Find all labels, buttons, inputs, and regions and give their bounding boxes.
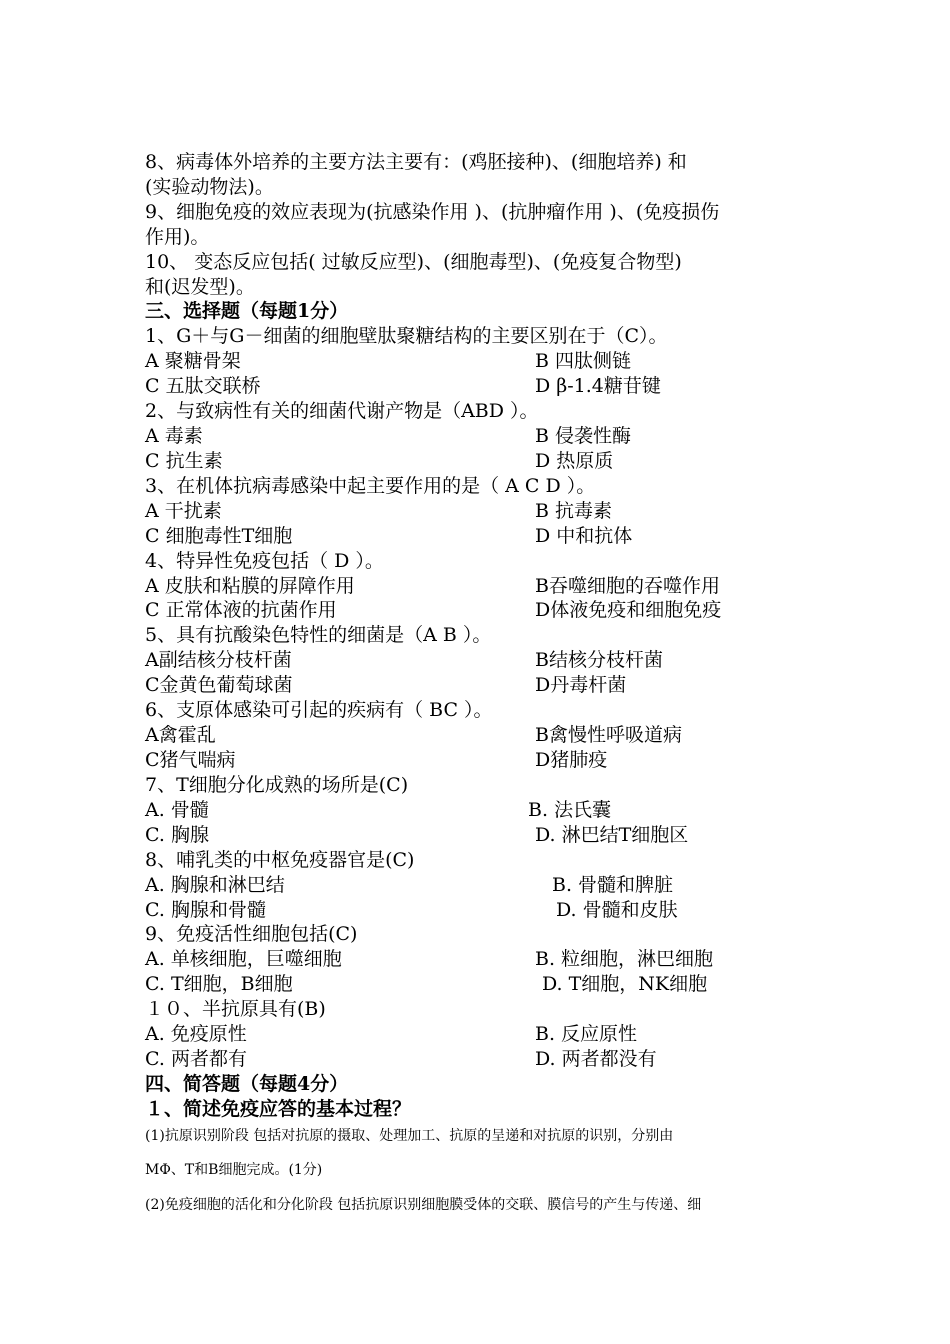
option: C. 两者都有 xyxy=(145,1048,247,1070)
option: D. 淋巴结T细胞区 xyxy=(535,824,689,846)
fill-q9-line1: 9、细胞免疫的效应表现为(抗感染作用 )、(抗肿瘤作用 )、(免疫损伤 xyxy=(145,201,720,223)
option: D 热原质 xyxy=(535,450,614,472)
question-stem: 8、哺乳类的中枢免疫器官是(C) xyxy=(145,849,415,871)
question-stem: 7、T细胞分化成熟的场所是(C) xyxy=(145,774,409,796)
option: B吞噬细胞的吞噬作用 xyxy=(535,575,720,597)
option: A. 单核细胞，巨噬细胞 xyxy=(145,948,342,970)
option: B 四肽侧链 xyxy=(535,350,632,372)
option: A. 骨髓 xyxy=(145,799,209,821)
option: C. 胸腺 xyxy=(145,824,209,846)
answer-paragraph-line: (1)抗原识别阶段 包括对抗原的摄取、处理加工、抗原的呈递和对抗原的识别，分别由 xyxy=(145,1128,674,1144)
question-stem: 4、特异性免疫包括（ D ）。 xyxy=(145,550,384,572)
fill-q10-line2: 和(迟发型)。 xyxy=(145,276,255,298)
option: B 侵袭性酶 xyxy=(535,425,632,447)
option: A 皮肤和粘膜的屏障作用 xyxy=(145,575,355,597)
option: C. 胸腺和骨髓 xyxy=(145,899,266,921)
option: A 干扰素 xyxy=(145,500,222,522)
answer-paragraph-line: MΦ、T和B细胞完成。(1分) xyxy=(145,1162,323,1178)
option: C 抗生素 xyxy=(145,450,223,472)
option: B 抗毒素 xyxy=(535,500,613,522)
section-title: 三、选择题（每题1分） xyxy=(145,300,349,322)
option: D. 骨髓和皮肤 xyxy=(556,899,678,921)
fill-q8-line1: 8、病毒体外培养的主要方法主要有：(鸡胚接种)、(细胞培养) 和 xyxy=(145,151,687,173)
section-title: 四、简答题（每题4分） xyxy=(145,1073,349,1095)
option: D. T细胞，NK细胞 xyxy=(542,973,708,995)
option: D体液免疫和细胞免疫 xyxy=(535,599,722,621)
question-stem: 5、具有抗酸染色特性的细菌是（A B ）。 xyxy=(145,624,492,646)
option: A副结核分枝杆菌 xyxy=(145,649,292,671)
question-stem: 1、G＋与G－细菌的细胞壁肽聚糖结构的主要区别在于（C）。 xyxy=(145,325,668,347)
fill-q10-line1: 10、 变态反应包括( 过敏反应型)、(细胞毒型)、(免疫复合物型) xyxy=(145,251,682,273)
option: A. 胸腺和淋巴结 xyxy=(145,874,285,896)
option: C猪气喘病 xyxy=(145,749,236,771)
fill-q8-line2: (实验动物法)。 xyxy=(145,176,274,198)
answer-paragraph-line: (2)免疫细胞的活化和分化阶段 包括抗原识别细胞膜受体的交联、膜信号的产生与传递、细 xyxy=(145,1197,702,1213)
option: B. 粒细胞，淋巴细胞 xyxy=(535,948,714,970)
question-stem: １０、半抗原具有(B) xyxy=(145,998,326,1020)
question-stem: 9、免疫活性细胞包括(C) xyxy=(145,923,358,945)
option: B. 反应原性 xyxy=(535,1023,638,1045)
short-answer-question: １、简述免疫应答的基本过程？ xyxy=(145,1098,412,1120)
option: B禽慢性呼吸道病 xyxy=(535,724,682,746)
option: B结核分枝杆菌 xyxy=(535,649,663,671)
option: A禽霍乱 xyxy=(145,724,216,746)
question-stem: 3、在机体抗病毒感染中起主要作用的是（ A C D ）。 xyxy=(145,475,596,497)
option: B. 骨髓和脾脏 xyxy=(552,874,674,896)
option: D β-1.4糖苷键 xyxy=(535,375,661,397)
option: A 聚糖骨架 xyxy=(145,350,241,372)
option: B. 法氏囊 xyxy=(528,799,612,821)
question-stem: 2、与致病性有关的细菌代谢产物是（ABD ）。 xyxy=(145,400,539,422)
option: A 毒素 xyxy=(145,425,203,447)
question-stem: 6、支原体感染可引起的疾病有（ BC ）。 xyxy=(145,699,493,721)
option: D丹毒杆菌 xyxy=(535,674,627,696)
option: D 中和抗体 xyxy=(535,525,633,547)
option: C. T细胞，B细胞 xyxy=(145,973,293,995)
option: D. 两者都没有 xyxy=(535,1048,657,1070)
option: D猪肺疫 xyxy=(535,749,608,771)
option: C 五肽交联桥 xyxy=(145,375,261,397)
option: C金黄色葡萄球菌 xyxy=(145,674,293,696)
option: C 细胞毒性T细胞 xyxy=(145,525,293,547)
option: A. 免疫原性 xyxy=(145,1023,247,1045)
fill-q9-line2: 作用)。 xyxy=(145,226,210,248)
option: C 正常体液的抗菌作用 xyxy=(145,599,337,621)
